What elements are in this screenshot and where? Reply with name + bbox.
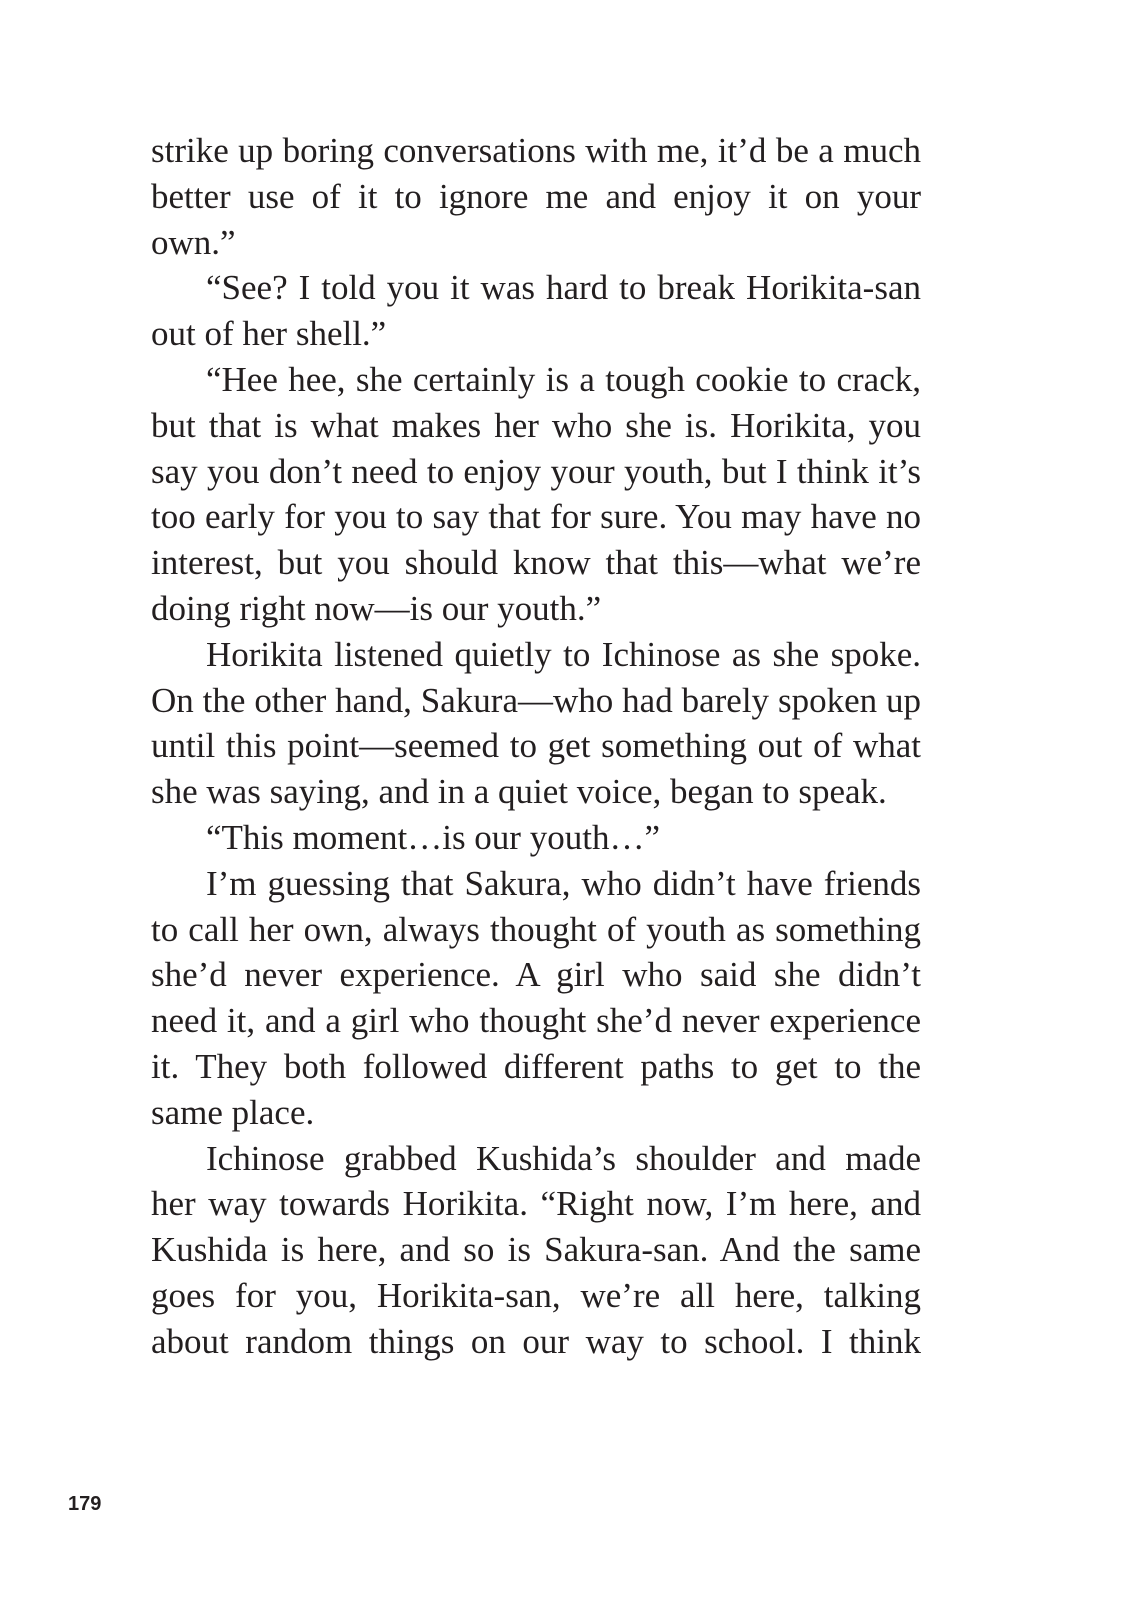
paragraph: “This moment…is our youth…” [206, 817, 660, 857]
paragraph: I’m guessing that Sakura, who didn’t have friends to call her own, always thought of youth as something she’d never experience. A girl who said she didn’t need it, and a girl who thought she’d never experience it. They both followed different paths to get to the same place. [151, 863, 921, 1132]
paragraph: Horikita listened quietly to Ichinose as she spoke. On the other hand, Sakura—who had barely spoken up until this point—seemed to get something out of what she was saying, and in a quiet voice, began to speak. [151, 634, 921, 812]
paragraph-last: Ichinose grabbed Kushida’s shoulder and made her way towards Horikita. “Right now, I’m here, and Kushida is here, and so is Sakura-san. And the same goes for you, Horikita-san, we’re all here, talking about random things on our way to school. I think [151, 1138, 921, 1361]
paragraph: “See? I told you it was hard to break Horikita-san out of her shell.” [151, 268, 921, 354]
paragraph: “Hee hee, she certainly is a tough cookie to crack, but that is what makes her who she is. Horikita, you say you don’t need to enjoy your youth, but I think it’s too early for you to say that for sure. You may have no interest, but you should know that this—what we’re doing right now—is our youth.” [151, 359, 921, 628]
page-number: 179 [68, 1493, 102, 1515]
paragraph-continued: strike up boring conversations with me, it’d be a much better use of it to ignore me and enjoy it on your own.” [151, 131, 921, 262]
body-text [151, 128, 921, 1365]
